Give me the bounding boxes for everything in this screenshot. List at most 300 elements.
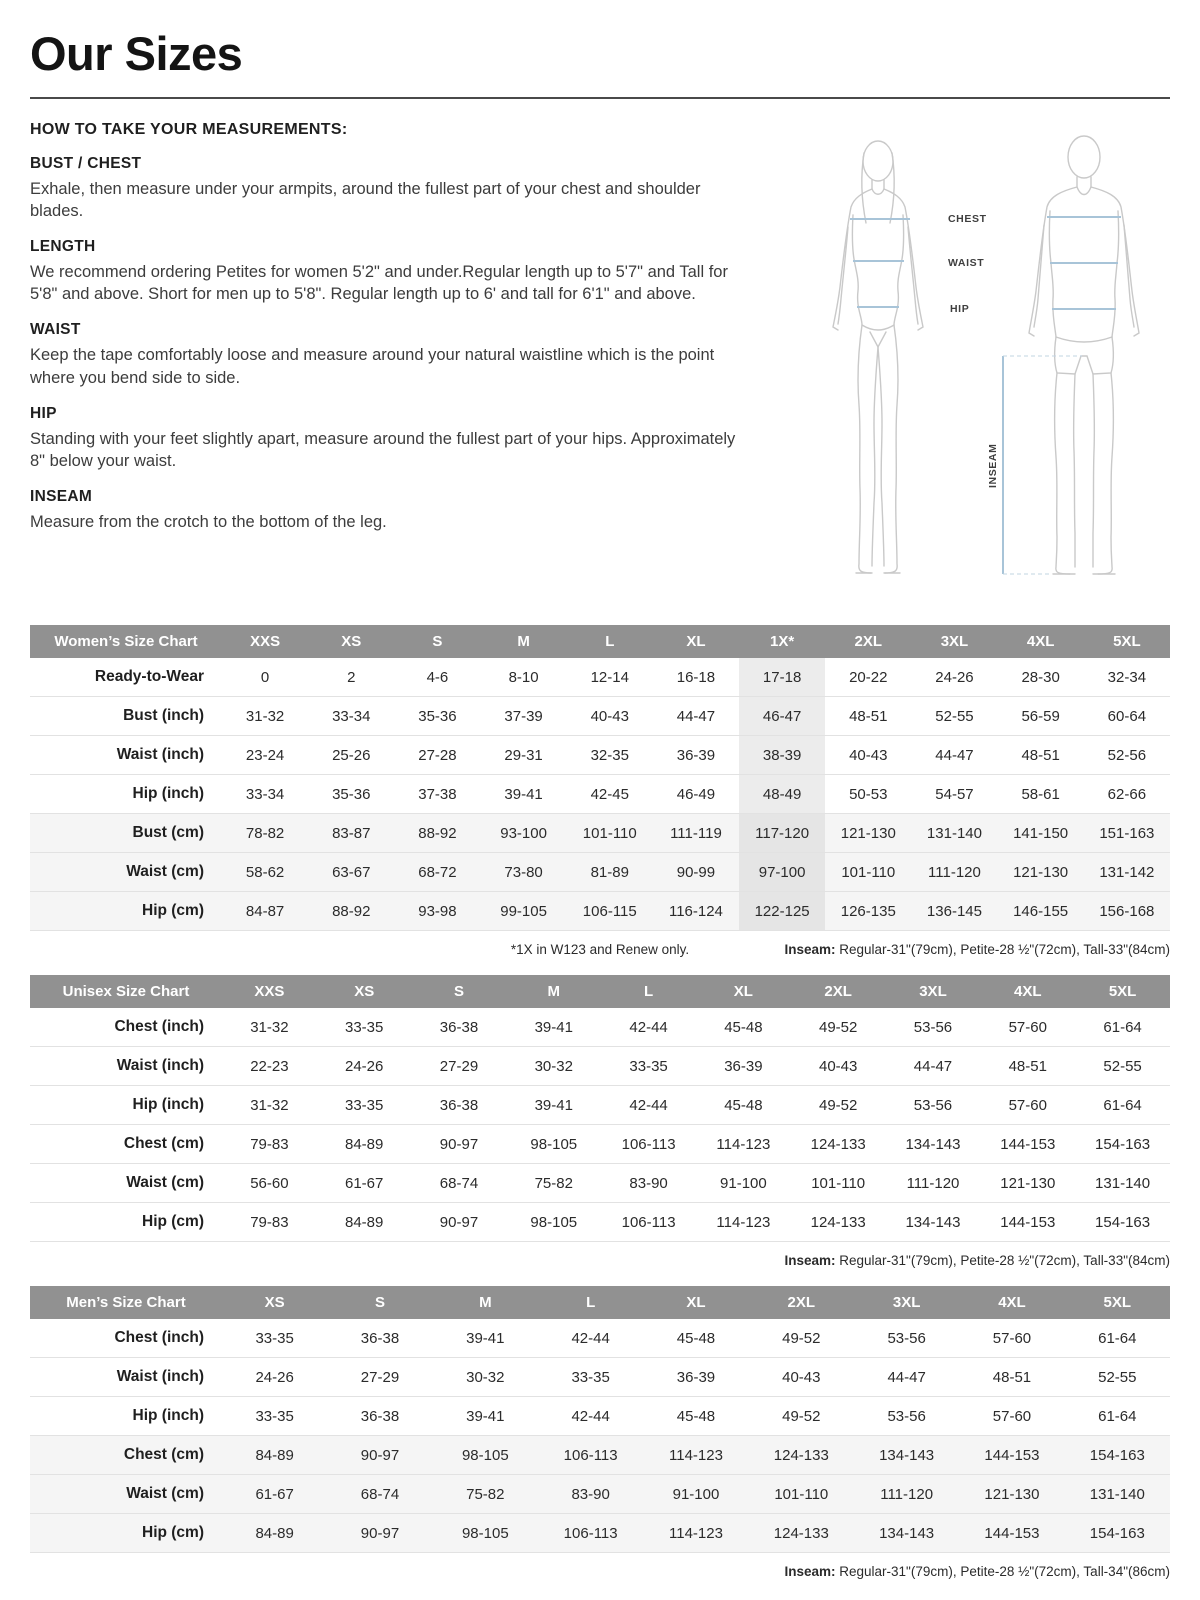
size-value-cell: 50-53 [825, 775, 911, 814]
size-value-cell: 30-32 [506, 1047, 601, 1086]
row-label: Chest (cm) [30, 1436, 222, 1475]
row-label: Hip (inch) [30, 775, 222, 814]
instructions-column [30, 121, 792, 599]
size-value-cell: 156-168 [1084, 892, 1170, 931]
section-body: We recommend ordering Petites for women 5'2" and under.Regular length up to 5'7" and Tall for 5'8" and above. Short for men up to 5'8". Regular length up to 6' and tall for 6'1" and above. [30, 263, 728, 304]
size-value-cell: 27-29 [327, 1358, 432, 1397]
table-title: Men’s Size Chart [30, 1286, 222, 1319]
table-row [30, 1319, 1170, 1358]
size-value-cell: 101-110 [567, 814, 653, 853]
section-title: WAIST [30, 321, 81, 339]
size-value-cell: 60-64 [1084, 697, 1170, 736]
size-value-cell: 37-39 [481, 697, 567, 736]
size-value-cell: 84-89 [317, 1203, 412, 1242]
table-row [30, 1514, 1170, 1553]
women-size-table [30, 625, 1170, 931]
section-title: INSEAM [30, 487, 93, 505]
size-value-cell: 4-6 [394, 658, 480, 697]
size-column-header: S [394, 625, 480, 658]
size-value-cell: 48-51 [959, 1358, 1064, 1397]
size-value-cell: 114-123 [643, 1436, 748, 1475]
size-value-cell: 48-51 [825, 697, 911, 736]
size-value-cell: 58-62 [222, 853, 308, 892]
size-value-cell: 114-123 [643, 1514, 748, 1553]
size-value-cell: 37-38 [394, 775, 480, 814]
size-column-header: 4XL [959, 1286, 1064, 1319]
unisex-size-table [30, 975, 1170, 1242]
size-value-cell: 39-41 [506, 1086, 601, 1125]
row-label: Chest (cm) [30, 1125, 222, 1164]
men-size-table [30, 1286, 1170, 1553]
table-row [30, 1125, 1170, 1164]
size-value-cell: 45-48 [696, 1086, 791, 1125]
table-header-row [30, 975, 1170, 1008]
instruction-bust-chest [30, 155, 778, 222]
size-value-cell: 134-143 [886, 1203, 981, 1242]
inseam-guide-dashes [1003, 356, 1082, 574]
row-label: Bust (inch) [30, 697, 222, 736]
table-row [30, 1475, 1170, 1514]
size-value-cell: 33-34 [308, 697, 394, 736]
inseam-note-text: Regular-31"(79cm), Petite-28 ½"(72cm), Tall-34"(86cm) [835, 1564, 1170, 1579]
size-value-cell: 78-82 [222, 814, 308, 853]
size-column-header: XXS [222, 975, 317, 1008]
title-divider [30, 97, 1170, 99]
size-value-cell: 83-87 [308, 814, 394, 853]
size-value-cell: 20-22 [825, 658, 911, 697]
instruction-inseam [30, 488, 778, 533]
size-value-cell: 40-43 [825, 736, 911, 775]
size-value-cell: 36-39 [696, 1047, 791, 1086]
table-row [30, 853, 1170, 892]
size-value-cell: 134-143 [886, 1125, 981, 1164]
size-value-cell: 53-56 [886, 1008, 981, 1047]
size-value-cell: 45-48 [643, 1397, 748, 1436]
size-value-cell: 63-67 [308, 853, 394, 892]
size-value-cell: 79-83 [222, 1125, 317, 1164]
size-column-header: 4XL [980, 975, 1075, 1008]
size-value-cell: 17-18 [739, 658, 825, 697]
inseam-note-label: Inseam: [784, 1564, 836, 1579]
size-column-header: 1X* [739, 625, 825, 658]
size-value-cell: 84-89 [317, 1125, 412, 1164]
size-value-cell: 42-44 [538, 1319, 643, 1358]
row-label: Hip (cm) [30, 1203, 222, 1242]
size-value-cell: 54-57 [911, 775, 997, 814]
section-title: LENGTH [30, 238, 96, 256]
size-value-cell: 28-30 [998, 658, 1084, 697]
size-value-cell: 81-89 [567, 853, 653, 892]
row-label: Bust (cm) [30, 814, 222, 853]
size-value-cell: 101-110 [791, 1164, 886, 1203]
size-value-cell: 24-26 [911, 658, 997, 697]
size-value-cell: 144-153 [959, 1436, 1064, 1475]
size-value-cell: 48-51 [998, 736, 1084, 775]
size-value-cell: 122-125 [739, 892, 825, 931]
row-label: Waist (inch) [30, 1047, 222, 1086]
size-column-header: 5XL [1065, 1286, 1170, 1319]
size-value-cell: 75-82 [433, 1475, 538, 1514]
size-value-cell: 35-36 [394, 697, 480, 736]
size-value-cell: 22-23 [222, 1047, 317, 1086]
size-column-header: 3XL [854, 1286, 959, 1319]
size-value-cell: 40-43 [749, 1358, 854, 1397]
size-value-cell: 151-163 [1084, 814, 1170, 853]
size-value-cell: 53-56 [854, 1397, 959, 1436]
footnote-inseam [784, 942, 1170, 957]
size-value-cell: 131-140 [911, 814, 997, 853]
size-value-cell: 40-43 [791, 1047, 886, 1086]
size-value-cell: 42-44 [601, 1086, 696, 1125]
size-value-cell: 39-41 [433, 1319, 538, 1358]
size-value-cell: 84-89 [222, 1514, 327, 1553]
size-value-cell: 83-90 [538, 1475, 643, 1514]
size-value-cell: 117-120 [739, 814, 825, 853]
size-value-cell: 121-130 [825, 814, 911, 853]
size-value-cell: 24-26 [222, 1358, 327, 1397]
size-value-cell: 144-153 [980, 1203, 1075, 1242]
waist-label: WAIST [948, 257, 985, 269]
size-value-cell: 88-92 [308, 892, 394, 931]
male-figure [1029, 136, 1139, 574]
size-value-cell: 106-113 [538, 1436, 643, 1475]
female-figure [833, 141, 923, 573]
size-value-cell: 12-14 [567, 658, 653, 697]
table-row [30, 1397, 1170, 1436]
table-row [30, 1047, 1170, 1086]
table-header-row [30, 1286, 1170, 1319]
size-value-cell: 48-49 [739, 775, 825, 814]
size-value-cell: 52-55 [1065, 1358, 1170, 1397]
size-value-cell: 57-60 [959, 1319, 1064, 1358]
table-row [30, 1086, 1170, 1125]
instruction-waist [30, 321, 778, 388]
size-value-cell: 36-39 [653, 736, 739, 775]
size-value-cell: 39-41 [506, 1008, 601, 1047]
size-value-cell: 44-47 [886, 1047, 981, 1086]
size-value-cell: 0 [222, 658, 308, 697]
table-row [30, 775, 1170, 814]
table-row [30, 1358, 1170, 1397]
size-value-cell: 33-34 [222, 775, 308, 814]
size-value-cell: 30-32 [433, 1358, 538, 1397]
size-value-cell: 111-120 [854, 1475, 959, 1514]
size-value-cell: 62-66 [1084, 775, 1170, 814]
inseam-note-text: Regular-31"(79cm), Petite-28 ½"(72cm), Tall-33"(84cm) [835, 942, 1170, 957]
inseam-note-label: Inseam: [784, 1253, 836, 1268]
size-value-cell: 141-150 [998, 814, 1084, 853]
size-value-cell: 93-100 [481, 814, 567, 853]
size-column-header: M [481, 625, 567, 658]
size-value-cell: 32-35 [567, 736, 653, 775]
section-body: Standing with your feet slightly apart, measure around the fullest part of your hips. Approximately 8" below your waist. [30, 429, 736, 470]
unisex-table-notes [30, 1253, 1170, 1268]
size-column-header: 2XL [825, 625, 911, 658]
size-value-cell: 146-155 [998, 892, 1084, 931]
size-value-cell: 84-87 [222, 892, 308, 931]
size-value-cell: 52-55 [1075, 1047, 1170, 1086]
size-value-cell: 131-142 [1084, 853, 1170, 892]
measurement-instructions-section [30, 121, 1170, 599]
row-label: Chest (inch) [30, 1008, 222, 1047]
row-label: Hip (cm) [30, 1514, 222, 1553]
size-value-cell: 90-97 [412, 1203, 507, 1242]
size-value-cell: 31-32 [222, 697, 308, 736]
hip-label: HIP [950, 303, 970, 315]
size-value-cell: 90-99 [653, 853, 739, 892]
size-value-cell: 32-34 [1084, 658, 1170, 697]
size-value-cell: 144-153 [980, 1125, 1075, 1164]
table-row [30, 1164, 1170, 1203]
size-value-cell: 33-35 [601, 1047, 696, 1086]
size-value-cell: 61-64 [1065, 1397, 1170, 1436]
size-value-cell: 111-120 [911, 853, 997, 892]
table-row [30, 892, 1170, 931]
row-label: Waist (cm) [30, 853, 222, 892]
row-label: Waist (inch) [30, 1358, 222, 1397]
row-label: Waist (cm) [30, 1164, 222, 1203]
size-value-cell: 36-38 [327, 1319, 432, 1358]
table-row [30, 814, 1170, 853]
size-value-cell: 35-36 [308, 775, 394, 814]
size-value-cell: 2 [308, 658, 394, 697]
size-value-cell: 98-105 [506, 1203, 601, 1242]
row-label: Hip (inch) [30, 1397, 222, 1436]
table-row [30, 1436, 1170, 1475]
size-value-cell: 44-47 [854, 1358, 959, 1397]
table-row [30, 1203, 1170, 1242]
size-value-cell: 61-64 [1075, 1008, 1170, 1047]
size-value-cell: 91-100 [696, 1164, 791, 1203]
women-table-notes [30, 942, 1170, 957]
size-value-cell: 111-119 [653, 814, 739, 853]
size-value-cell: 98-105 [433, 1436, 538, 1475]
size-value-cell: 42-44 [601, 1008, 696, 1047]
size-column-header: XXS [222, 625, 308, 658]
size-value-cell: 57-60 [959, 1397, 1064, 1436]
size-value-cell: 48-51 [980, 1047, 1075, 1086]
size-column-header: 5XL [1084, 625, 1170, 658]
men-table-notes [30, 1564, 1170, 1579]
footnote-1x: *1X in W123 and Renew only. [510, 942, 690, 957]
size-value-cell: 124-133 [749, 1514, 854, 1553]
section-body: Measure from the crotch to the bottom of the leg. [30, 512, 387, 531]
size-value-cell: 46-47 [739, 697, 825, 736]
size-value-cell: 49-52 [749, 1319, 854, 1358]
size-value-cell: 42-45 [567, 775, 653, 814]
table-row [30, 736, 1170, 775]
size-value-cell: 33-35 [222, 1397, 327, 1436]
size-value-cell: 45-48 [643, 1319, 748, 1358]
size-value-cell: 16-18 [653, 658, 739, 697]
section-body: Keep the tape comfortably loose and measure around your natural waistline which is the point where you bend side to side. [30, 346, 715, 387]
size-value-cell: 58-61 [998, 775, 1084, 814]
instruction-hip [30, 405, 778, 472]
size-value-cell: 61-64 [1065, 1319, 1170, 1358]
size-value-cell: 68-72 [394, 853, 480, 892]
size-value-cell: 134-143 [854, 1514, 959, 1553]
size-value-cell: 154-163 [1065, 1514, 1170, 1553]
size-column-header: XL [643, 1286, 748, 1319]
size-column-header: S [412, 975, 507, 1008]
size-value-cell: 61-67 [317, 1164, 412, 1203]
size-value-cell: 106-113 [601, 1125, 696, 1164]
size-value-cell: 31-32 [222, 1008, 317, 1047]
size-value-cell: 98-105 [506, 1125, 601, 1164]
size-value-cell: 68-74 [412, 1164, 507, 1203]
size-value-cell: 79-83 [222, 1203, 317, 1242]
table-row [30, 697, 1170, 736]
size-column-header: 4XL [998, 625, 1084, 658]
inseam-note-label: Inseam: [784, 942, 836, 957]
size-value-cell: 90-97 [327, 1436, 432, 1475]
size-value-cell: 25-26 [308, 736, 394, 775]
size-value-cell: 49-52 [749, 1397, 854, 1436]
size-value-cell: 31-32 [222, 1086, 317, 1125]
size-value-cell: 114-123 [696, 1203, 791, 1242]
size-column-header: XS [308, 625, 394, 658]
size-column-header: 5XL [1075, 975, 1170, 1008]
size-value-cell: 93-98 [394, 892, 480, 931]
size-value-cell: 131-140 [1075, 1164, 1170, 1203]
size-value-cell: 57-60 [980, 1008, 1075, 1047]
size-value-cell: 101-110 [749, 1475, 854, 1514]
size-value-cell: 38-39 [739, 736, 825, 775]
size-value-cell: 33-35 [317, 1086, 412, 1125]
size-value-cell: 121-130 [959, 1475, 1064, 1514]
table-row [30, 658, 1170, 697]
size-column-header: XS [222, 1286, 327, 1319]
size-value-cell: 33-35 [222, 1319, 327, 1358]
size-value-cell: 27-28 [394, 736, 480, 775]
size-value-cell: 106-113 [601, 1203, 696, 1242]
footnote-inseam [784, 1253, 1170, 1268]
section-title: HIP [30, 404, 57, 422]
page-title: Our Sizes [30, 27, 243, 80]
row-label: Waist (inch) [30, 736, 222, 775]
size-value-cell: 101-110 [825, 853, 911, 892]
size-value-cell: 73-80 [481, 853, 567, 892]
size-value-cell: 56-60 [222, 1164, 317, 1203]
size-value-cell: 90-97 [327, 1514, 432, 1553]
size-value-cell: 27-29 [412, 1047, 507, 1086]
row-label: Hip (cm) [30, 892, 222, 931]
size-value-cell: 39-41 [433, 1397, 538, 1436]
size-value-cell: 8-10 [481, 658, 567, 697]
size-column-header: L [601, 975, 696, 1008]
size-value-cell: 52-56 [1084, 736, 1170, 775]
size-value-cell: 57-60 [980, 1086, 1075, 1125]
size-value-cell: 36-38 [327, 1397, 432, 1436]
size-value-cell: 106-113 [538, 1514, 643, 1553]
size-value-cell: 91-100 [643, 1475, 748, 1514]
size-value-cell: 97-100 [739, 853, 825, 892]
size-value-cell: 45-48 [696, 1008, 791, 1047]
size-value-cell: 154-163 [1065, 1436, 1170, 1475]
size-value-cell: 124-133 [791, 1125, 886, 1164]
size-value-cell: 68-74 [327, 1475, 432, 1514]
size-value-cell: 24-26 [317, 1047, 412, 1086]
instruction-length [30, 238, 778, 305]
size-value-cell: 53-56 [854, 1319, 959, 1358]
size-value-cell: 36-39 [643, 1358, 748, 1397]
size-value-cell: 121-130 [998, 853, 1084, 892]
measurement-lines [850, 217, 1121, 574]
size-column-header: S [327, 1286, 432, 1319]
row-label: Waist (cm) [30, 1475, 222, 1514]
inseam-note-text: Regular-31"(79cm), Petite-28 ½"(72cm), Tall-33"(84cm) [835, 1253, 1170, 1268]
size-value-cell: 36-38 [412, 1086, 507, 1125]
size-column-header: XS [317, 975, 412, 1008]
size-value-cell: 88-92 [394, 814, 480, 853]
size-value-cell: 121-130 [980, 1164, 1075, 1203]
table-header-row [30, 625, 1170, 658]
size-value-cell: 44-47 [653, 697, 739, 736]
size-value-cell: 23-24 [222, 736, 308, 775]
size-value-cell: 134-143 [854, 1436, 959, 1475]
row-label: Chest (inch) [30, 1319, 222, 1358]
table-row [30, 1008, 1170, 1047]
footnote-inseam [784, 1564, 1170, 1579]
row-label: Hip (inch) [30, 1086, 222, 1125]
size-value-cell: 111-120 [886, 1164, 981, 1203]
size-column-header: XL [653, 625, 739, 658]
size-column-header: L [567, 625, 653, 658]
size-value-cell: 116-124 [653, 892, 739, 931]
size-value-cell: 49-52 [791, 1086, 886, 1125]
size-value-cell: 106-115 [567, 892, 653, 931]
size-value-cell: 124-133 [791, 1203, 886, 1242]
inseam-label: INSEAM [987, 443, 999, 488]
section-body: Exhale, then measure under your armpits, around the fullest part of your chest and shoulder blades. [30, 180, 701, 221]
size-value-cell: 124-133 [749, 1436, 854, 1475]
size-figures-illustration [798, 121, 1170, 599]
size-value-cell: 99-105 [481, 892, 567, 931]
size-value-cell: 42-44 [538, 1397, 643, 1436]
size-column-header: 2XL [791, 975, 886, 1008]
size-value-cell: 49-52 [791, 1008, 886, 1047]
size-column-header: M [433, 1286, 538, 1319]
size-value-cell: 61-67 [222, 1475, 327, 1514]
chest-label: CHEST [948, 213, 987, 225]
table-title: Women’s Size Chart [30, 625, 222, 658]
size-value-cell: 131-140 [1065, 1475, 1170, 1514]
size-value-cell: 114-123 [696, 1125, 791, 1164]
table-title: Unisex Size Chart [30, 975, 222, 1008]
size-value-cell: 83-90 [601, 1164, 696, 1203]
size-value-cell: 39-41 [481, 775, 567, 814]
size-value-cell: 53-56 [886, 1086, 981, 1125]
size-value-cell: 154-163 [1075, 1203, 1170, 1242]
size-value-cell: 84-89 [222, 1436, 327, 1475]
size-value-cell: 56-59 [998, 697, 1084, 736]
size-value-cell: 90-97 [412, 1125, 507, 1164]
size-value-cell: 144-153 [959, 1514, 1064, 1553]
size-value-cell: 44-47 [911, 736, 997, 775]
size-column-header: L [538, 1286, 643, 1319]
size-value-cell: 52-55 [911, 697, 997, 736]
size-value-cell: 75-82 [506, 1164, 601, 1203]
size-value-cell: 61-64 [1075, 1086, 1170, 1125]
size-column-header: 3XL [886, 975, 981, 1008]
size-column-header: 2XL [749, 1286, 854, 1319]
body-measurement-diagram [798, 121, 1170, 591]
size-value-cell: 40-43 [567, 697, 653, 736]
size-column-header: XL [696, 975, 791, 1008]
size-value-cell: 33-35 [538, 1358, 643, 1397]
section-title: BUST / CHEST [30, 155, 142, 172]
size-value-cell: 29-31 [481, 736, 567, 775]
